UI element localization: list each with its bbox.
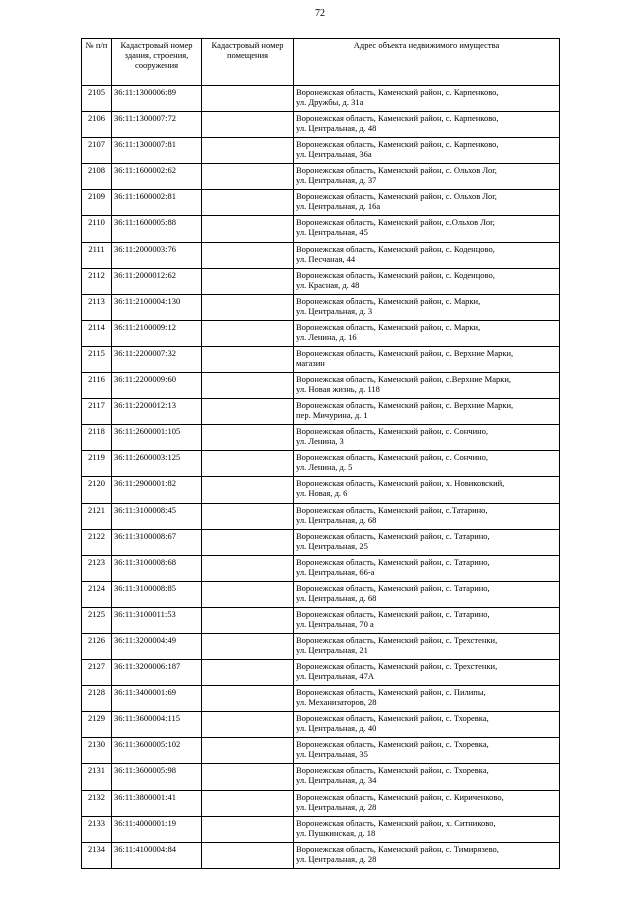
room-cadastral-number (202, 555, 294, 581)
header-cadastral-building: Кадастровый номер здания, строения, сооружения (112, 39, 202, 86)
row-number: 2105 (82, 86, 112, 112)
cadastral-number: 36:11:2900001:82 (112, 477, 202, 503)
address-line-1: Воронежская область, Каменский район, с. Татарино, (296, 582, 490, 593)
address-line-1: Воронежская область, Каменский район, с. Карпенково, (296, 87, 499, 97)
row-number: 2133 (82, 816, 112, 842)
cadastral-number: 36:11:3100008:67 (112, 529, 202, 555)
address-line-2: ул. Центральная, 25 (296, 540, 368, 551)
row-number: 2108 (82, 164, 112, 190)
address-line-1: Воронежская область, Каменский район, с. Кириченково, (296, 791, 504, 802)
room-cadastral-number (202, 320, 294, 346)
row-number: 2106 (82, 112, 112, 138)
cadastral-number: 36:11:1600002:62 (112, 164, 202, 190)
row-number: 2130 (82, 738, 112, 764)
table-row (82, 738, 560, 764)
address-line-2: ул. Песчаная, 44 (296, 253, 356, 264)
room-cadastral-number (202, 164, 294, 190)
room-cadastral-number (202, 373, 294, 399)
cadastral-number: 36:11:2200007:32 (112, 346, 202, 372)
row-number: 2122 (82, 529, 112, 555)
cadastral-number: 36:11:2000003:76 (112, 242, 202, 268)
address-cell (294, 738, 560, 764)
address-line-1: Воронежская область, Каменский район, с. Коденцово, (296, 243, 495, 254)
address-cell (294, 633, 560, 659)
room-cadastral-number (202, 294, 294, 320)
room-cadastral-number (202, 660, 294, 686)
address-line-2: ул. Центральная, 35 (296, 749, 368, 760)
address-line-1: Воронежская область, Каменский район, с. Пилипы, (296, 687, 486, 698)
address-line-2: пер. Мичурина, д. 1 (296, 410, 368, 421)
row-number: 2125 (82, 607, 112, 633)
address-line-1: Воронежская область, Каменский район, с. Сончино, (296, 452, 489, 463)
table-row (82, 216, 560, 242)
room-cadastral-number (202, 581, 294, 607)
address-line-2: ул. Центральная, д. 68 (296, 514, 377, 525)
room-cadastral-number (202, 712, 294, 738)
room-cadastral-number (202, 346, 294, 372)
address-line-1: Воронежская область, Каменский район, с. Сончино, (296, 426, 489, 437)
address-line-1: Воронежская область, Каменский район, с. Карпенково, (296, 139, 499, 150)
cadastral-number: 36:11:2600003:125 (112, 451, 202, 477)
table-row (82, 373, 560, 399)
table-row (82, 112, 560, 138)
table-row (82, 86, 560, 112)
cadastral-number: 36:11:2200012:13 (112, 399, 202, 425)
row-number: 2128 (82, 686, 112, 712)
header-num: № п/п (82, 39, 112, 86)
room-cadastral-number (202, 242, 294, 268)
address-cell (294, 399, 560, 425)
address-cell (294, 373, 560, 399)
table-row (82, 712, 560, 738)
address-line-2: ул. Центральная, д. 68 (296, 592, 377, 603)
address-line-2: ул. Центральная, д. 16а (296, 201, 381, 212)
cadastral-number: 36:11:2600001:105 (112, 425, 202, 451)
address-cell (294, 216, 560, 242)
room-cadastral-number (202, 268, 294, 294)
room-cadastral-number (202, 451, 294, 477)
address-line-2: ул. Красная, д. 48 (296, 279, 360, 290)
address-cell (294, 320, 560, 346)
address-line-2: ул. Центральная, д. 48 (296, 123, 377, 134)
address-line-2: ул. Ленина, 3 (296, 436, 344, 447)
address-line-2: ул. Центральная, 70 а (296, 618, 374, 629)
room-cadastral-number (202, 425, 294, 451)
address-line-2: ул. Центральная, д. 34 (296, 775, 377, 786)
address-line-1: Воронежская область, Каменский район, с. Тимирязево, (296, 843, 499, 854)
address-cell (294, 503, 560, 529)
row-number: 2117 (82, 399, 112, 425)
cadastral-number: 36:11:4100004:84 (112, 842, 202, 868)
address-cell (294, 842, 560, 868)
row-number: 2121 (82, 503, 112, 529)
table-row (82, 633, 560, 659)
address-line-2: ул. Дружбы, д. 31а (296, 97, 364, 107)
address-line-1: Воронежская область, Каменский район, с.Ольхов Лог, (296, 217, 495, 228)
address-line-2: ул. Центральная, д. 28 (296, 801, 377, 812)
table-row (82, 581, 560, 607)
address-cell (294, 816, 560, 842)
address-cell (294, 425, 560, 451)
address-cell (294, 686, 560, 712)
address-line-2: ул. Центральная, д. 28 (296, 853, 377, 864)
header-cadastral-room: Кадастровый номер помещения (202, 39, 294, 86)
cadastral-number: 36:11:2000012:62 (112, 268, 202, 294)
cadastral-number: 36:11:3200004:49 (112, 633, 202, 659)
table-row (82, 842, 560, 868)
row-number: 2113 (82, 294, 112, 320)
address-line-1: Воронежская область, Каменский район, с. Верхние Марки, (296, 400, 514, 411)
table-row (82, 451, 560, 477)
cadastral-number: 36:11:2100004:130 (112, 294, 202, 320)
room-cadastral-number (202, 190, 294, 216)
address-line-1: Воронежская область, Каменский район, с. Трехстенки, (296, 661, 498, 672)
address-line-2: ул. Ленина, д. 5 (296, 462, 353, 473)
cadastral-number: 36:11:3100011:53 (112, 607, 202, 633)
cadastral-number: 36:11:3100008:45 (112, 503, 202, 529)
room-cadastral-number (202, 399, 294, 425)
table-row (82, 764, 560, 790)
table-header-row (82, 39, 560, 86)
cadastral-number: 36:11:4000001:19 (112, 816, 202, 842)
address-cell (294, 294, 560, 320)
table-row (82, 660, 560, 686)
address-line-1: Воронежская область, Каменский район, х. Ситниково, (296, 817, 496, 828)
address-cell (294, 607, 560, 633)
address-line-1: Воронежская область, Каменский район, с. Татарино, (296, 556, 490, 567)
table-row (82, 190, 560, 216)
row-number: 2119 (82, 451, 112, 477)
room-cadastral-number (202, 633, 294, 659)
cadastral-number: 36:11:3600004:115 (112, 712, 202, 738)
address-cell (294, 764, 560, 790)
cadastral-number: 36:11:3800001:41 (112, 790, 202, 816)
room-cadastral-number (202, 112, 294, 138)
row-number: 2114 (82, 320, 112, 346)
address-cell (294, 555, 560, 581)
address-line-1: Воронежская область, Каменский район, х. Новиковский, (296, 478, 505, 489)
table-row (82, 555, 560, 581)
table-row (82, 346, 560, 372)
address-cell (294, 529, 560, 555)
room-cadastral-number (202, 738, 294, 764)
row-number: 2111 (82, 242, 112, 268)
address-line-2: ул. Центральная, 45 (296, 227, 368, 238)
property-table (81, 38, 560, 869)
address-line-2: ул. Новая жизнь, д. 118 (296, 384, 380, 395)
address-line-1: Воронежская область, Каменский район, с. Карпенково, (296, 113, 499, 124)
row-number: 2115 (82, 346, 112, 372)
room-cadastral-number (202, 842, 294, 868)
table-row (82, 477, 560, 503)
room-cadastral-number (202, 607, 294, 633)
cadastral-number: 36:11:3600005:102 (112, 738, 202, 764)
table-row (82, 529, 560, 555)
address-line-2: ул. Центральная, д. 37 (296, 175, 377, 186)
address-line-1: Воронежская область, Каменский район, с.Верхние Марки, (296, 374, 512, 385)
room-cadastral-number (202, 138, 294, 164)
row-number: 2132 (82, 790, 112, 816)
address-line-2: ул. Центральная, 47А (296, 671, 374, 682)
table-row (82, 138, 560, 164)
table-row (82, 425, 560, 451)
room-cadastral-number (202, 216, 294, 242)
address-cell (294, 242, 560, 268)
address-line-1: Воронежская область, Каменский район, с. Верхние Марки, (296, 347, 514, 358)
cadastral-number: 36:11:1600002:81 (112, 190, 202, 216)
room-cadastral-number (202, 503, 294, 529)
address-cell (294, 86, 560, 112)
row-number: 2116 (82, 373, 112, 399)
row-number: 2124 (82, 581, 112, 607)
address-line-1: Воронежская область, Каменский район, с. Марки, (296, 321, 481, 332)
table-row (82, 294, 560, 320)
address-line-1: Воронежская область, Каменский район, с. Тхоревка, (296, 713, 489, 724)
row-number: 2127 (82, 660, 112, 686)
address-cell (294, 268, 560, 294)
address-cell (294, 790, 560, 816)
cadastral-number: 36:11:3600005:98 (112, 764, 202, 790)
table-row (82, 242, 560, 268)
address-line-1: Воронежская область, Каменский район, с. Татарино, (296, 530, 490, 541)
room-cadastral-number (202, 86, 294, 112)
table-row (82, 399, 560, 425)
address-cell (294, 660, 560, 686)
table-body (82, 86, 560, 869)
address-cell (294, 477, 560, 503)
address-line-1: Воронежская область, Каменский район, с. Ольхов Лог, (296, 165, 497, 176)
address-line-2: ул. Новая, д. 6 (296, 488, 348, 499)
address-line-2: ул. Пушкинская, д. 18 (296, 827, 376, 838)
row-number: 2123 (82, 555, 112, 581)
table-row (82, 164, 560, 190)
address-line-2: ул. Центральная, 36а (296, 149, 372, 160)
row-number: 2126 (82, 633, 112, 659)
cadastral-number: 36:11:1600005:88 (112, 216, 202, 242)
table-row (82, 790, 560, 816)
address-cell (294, 451, 560, 477)
row-number: 2131 (82, 764, 112, 790)
cadastral-number: 36:11:2200009:60 (112, 373, 202, 399)
row-number: 2129 (82, 712, 112, 738)
address-cell (294, 346, 560, 372)
page-number: 72 (315, 8, 325, 19)
address-cell (294, 581, 560, 607)
address-line-2: ул. Центральная, д. 40 (296, 723, 377, 734)
room-cadastral-number (202, 790, 294, 816)
table-row (82, 320, 560, 346)
header-address: Адрес объекта недвижимого имущества (294, 39, 560, 86)
cadastral-number: 36:11:2100009:12 (112, 320, 202, 346)
table-row (82, 816, 560, 842)
address-line-1: Воронежская область, Каменский район, с. Коденцово, (296, 269, 495, 280)
cadastral-number: 36:11:3400001:69 (112, 686, 202, 712)
cadastral-number: 36:11:3100008:68 (112, 555, 202, 581)
table-row (82, 607, 560, 633)
row-number: 2120 (82, 477, 112, 503)
row-number: 2110 (82, 216, 112, 242)
address-line-1: Воронежская область, Каменский район, с. Трехстенки, (296, 634, 498, 645)
address-cell (294, 138, 560, 164)
cadastral-number: 36:11:1300006:89 (112, 86, 202, 112)
address-cell (294, 190, 560, 216)
address-cell (294, 712, 560, 738)
address-cell (294, 164, 560, 190)
address-line-2: ул. Ленина, д. 16 (296, 331, 357, 342)
room-cadastral-number (202, 816, 294, 842)
address-line-1: Воронежская область, Каменский район, с. Ольхов Лог, (296, 191, 497, 202)
address-line-1: Воронежская область, Каменский район, с. Тхоревка, (296, 765, 489, 776)
cadastral-number: 36:11:1300007:81 (112, 138, 202, 164)
address-line-2: магазин (296, 357, 325, 368)
room-cadastral-number (202, 686, 294, 712)
row-number: 2109 (82, 190, 112, 216)
row-number: 2118 (82, 425, 112, 451)
address-line-2: ул. Центральная, 21 (296, 644, 368, 655)
address-line-1: Воронежская область, Каменский район, с. Татарино, (296, 608, 490, 619)
cadastral-number: 36:11:3100008:85 (112, 581, 202, 607)
cadastral-number: 36:11:1300007:72 (112, 112, 202, 138)
table-row (82, 503, 560, 529)
address-line-1: Воронежская область, Каменский район, с. Тхоревка, (296, 739, 489, 750)
address-cell (294, 112, 560, 138)
row-number: 2107 (82, 138, 112, 164)
address-line-2: ул. Механизаторов, 28 (296, 697, 377, 708)
table-row (82, 686, 560, 712)
room-cadastral-number (202, 764, 294, 790)
room-cadastral-number (202, 529, 294, 555)
row-number: 2134 (82, 842, 112, 868)
row-number: 2112 (82, 268, 112, 294)
address-line-1: Воронежская область, Каменский район, с.Татарино, (296, 504, 488, 515)
address-line-2: ул. Центральная, 66-а (296, 566, 375, 577)
cadastral-number: 36:11:3200006:187 (112, 660, 202, 686)
address-line-1: Воронежская область, Каменский район, с. Марки, (296, 295, 481, 306)
address-line-2: ул. Центральная, д. 3 (296, 305, 373, 316)
room-cadastral-number (202, 477, 294, 503)
table-row (82, 268, 560, 294)
